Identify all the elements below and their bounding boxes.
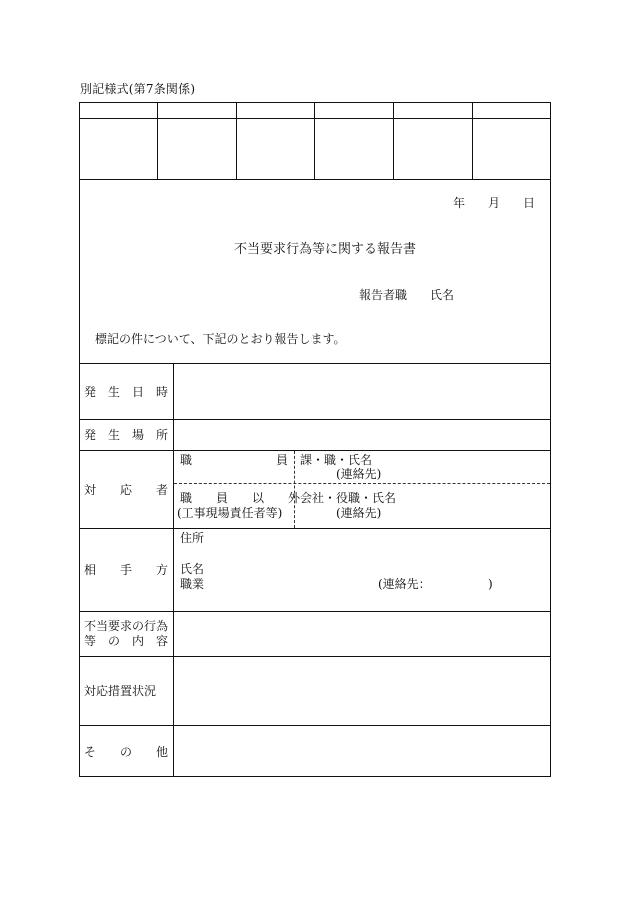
non-staff-detail-label: 会社・役職・氏名 <box>300 491 397 505</box>
non-staff-contact-label: (連絡先) <box>336 506 382 520</box>
document-title: 不当要求行為等に関する報告書 <box>234 242 417 257</box>
counterparty-contact-close: ) <box>488 577 493 591</box>
content-label-line1: 不当要求の行為 <box>84 619 169 633</box>
intro-text: 標記の件について、下記のとおり報告します。 <box>95 332 346 346</box>
frame-top-line <box>79 102 551 103</box>
stamp-header-line <box>79 118 551 119</box>
counterparty-name-label: 氏名 <box>180 562 205 576</box>
stamp-bottom-line <box>79 179 551 180</box>
stamp-divider-2 <box>236 102 237 179</box>
reporter-name-label: 氏名 <box>430 288 455 302</box>
form-caption: 別記様式(第7条関係) <box>80 82 196 96</box>
content-label-line2: 等 の 内 容 <box>84 634 169 648</box>
stamp-divider-3 <box>314 102 315 179</box>
other-label: そ の 他 <box>84 745 169 759</box>
stamp-divider-4 <box>393 102 394 179</box>
staff-label: 職 員 <box>180 453 289 467</box>
frame-left-line <box>79 102 80 777</box>
row-line-1 <box>79 419 551 420</box>
row-line-6 <box>79 725 551 726</box>
stamp-divider-1 <box>157 102 158 179</box>
row-line-3 <box>79 528 551 529</box>
row-line-4 <box>79 611 551 612</box>
date-month-label: 月 <box>488 196 501 210</box>
occurrence-place-label: 発 生 場 所 <box>84 428 169 442</box>
table-top-line <box>79 363 551 364</box>
frame-bottom-line <box>79 776 551 777</box>
label-column-divider <box>173 363 174 776</box>
responder-dashed-column <box>294 451 295 528</box>
date-day-label: 日 <box>523 196 536 210</box>
occurrence-date-label: 発 生 日 時 <box>84 385 169 399</box>
staff-detail-label: 課・職・氏名 <box>300 453 373 467</box>
frame-right-line <box>550 102 551 777</box>
staff-contact-label: (連絡先) <box>336 467 382 481</box>
reporter-position-label: 報告者職 <box>359 288 408 302</box>
stamp-divider-5 <box>472 102 473 179</box>
non-staff-note: (工事現場責任者等) <box>177 506 283 520</box>
responder-dashed-divider <box>174 483 550 484</box>
responder-label: 対 応 者 <box>84 483 169 497</box>
non-staff-label: 職 員 以 外 <box>180 491 301 505</box>
row-line-5 <box>79 656 551 657</box>
counterparty-label: 相 手 方 <box>84 563 169 577</box>
counterparty-contact-open: (連絡先： <box>378 577 431 591</box>
counterparty-occupation-label: 職業 <box>180 577 205 591</box>
measures-label: 対応措置状況 <box>84 684 157 698</box>
counterparty-address-label: 住所 <box>180 531 205 545</box>
row-line-2 <box>79 450 551 451</box>
date-year-label: 年 <box>453 196 466 210</box>
